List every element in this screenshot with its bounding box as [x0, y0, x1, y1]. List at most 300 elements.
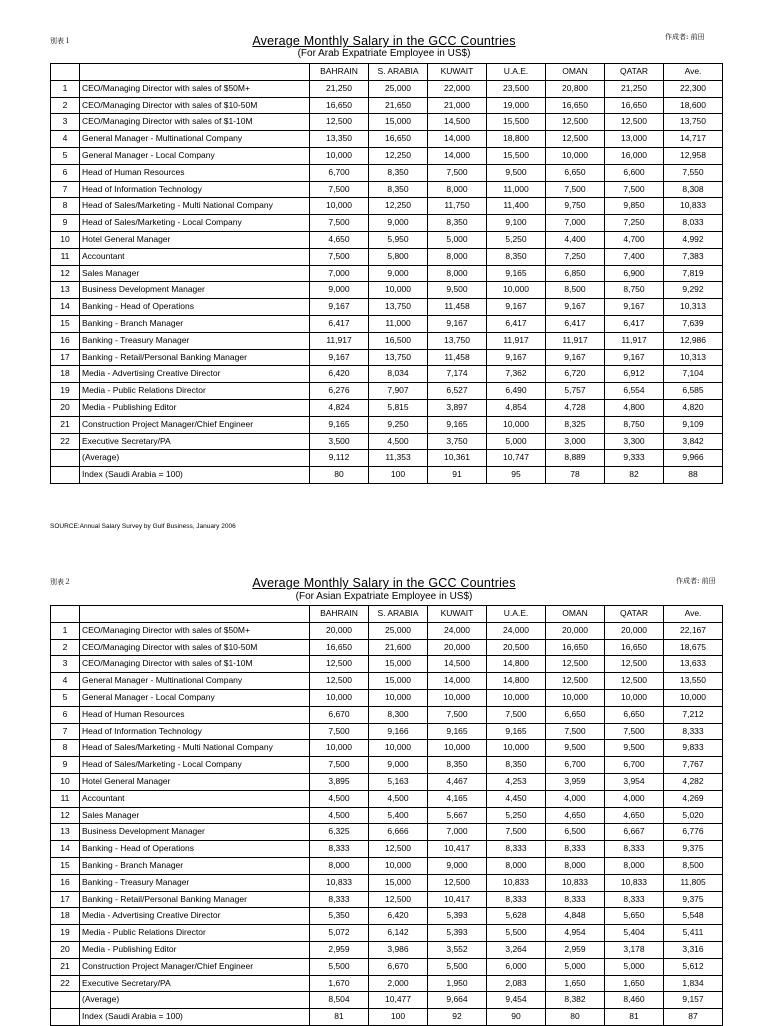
salary-cell: 8,033	[664, 215, 723, 232]
salary-cell: 10,000	[310, 198, 369, 215]
salary-cell: 5,650	[605, 908, 664, 925]
salary-cell: 20,000	[310, 622, 369, 639]
position-cell: Media - Publishing Editor	[80, 941, 310, 958]
table-row	[51, 908, 723, 925]
table-row	[51, 874, 723, 891]
salary-cell: 4,728	[546, 399, 605, 416]
row-number: 3	[51, 114, 80, 131]
salary-cell: 13,750	[664, 114, 723, 131]
salary-cell: 9,166	[369, 723, 428, 740]
salary-cell: 7,500	[605, 723, 664, 740]
salary-cell: 9,250	[369, 416, 428, 433]
salary-cell: 7,500	[546, 181, 605, 198]
salary-cell: 12,958	[664, 147, 723, 164]
position-cell: Head of Sales/Marketing - Local Company	[80, 215, 310, 232]
position-cell: Banking - Retail/Personal Banking Manager	[80, 349, 310, 366]
salary-cell: 4,800	[605, 399, 664, 416]
salary-cell: 90	[487, 1009, 546, 1026]
table-row	[51, 639, 723, 656]
salary-cell: 7,500	[546, 723, 605, 740]
salary-cell: 10,000	[369, 282, 428, 299]
salary-cell: 16,650	[546, 97, 605, 114]
salary-cell: 8,000	[428, 248, 487, 265]
salary-cell: 7,212	[664, 706, 723, 723]
salary-cell: 10,000	[664, 689, 723, 706]
row-number	[51, 992, 80, 1009]
salary-cell: 5,400	[369, 807, 428, 824]
salary-cell: 24,000	[487, 622, 546, 639]
salary-cell: 7,500	[487, 706, 546, 723]
salary-cell: 8,350	[487, 248, 546, 265]
table-row	[51, 366, 723, 383]
salary-cell: 8,889	[546, 450, 605, 467]
salary-cell: 22,300	[664, 80, 723, 97]
salary-cell: 8,500	[546, 282, 605, 299]
salary-cell: 4,253	[487, 773, 546, 790]
salary-cell: 8,500	[664, 857, 723, 874]
salary-cell: 4,450	[487, 790, 546, 807]
table-row	[51, 164, 723, 181]
salary-cell: 14,800	[487, 656, 546, 673]
row-number: 7	[51, 181, 80, 198]
row-number: 21	[51, 958, 80, 975]
salary-cell: 15,000	[369, 114, 428, 131]
table-row	[51, 773, 723, 790]
column-header: S. ARABIA	[369, 606, 428, 623]
salary-cell: 9,165	[487, 723, 546, 740]
table-row	[51, 958, 723, 975]
row-number: 12	[51, 807, 80, 824]
salary-cell: 9,500	[428, 282, 487, 299]
salary-cell: 7,400	[605, 248, 664, 265]
salary-cell: 10,000	[369, 740, 428, 757]
salary-cell: 5,350	[310, 908, 369, 925]
salary-cell: 7,000	[428, 824, 487, 841]
position-cell: Construction Project Manager/Chief Engineer	[80, 958, 310, 975]
salary-cell: 12,500	[310, 656, 369, 673]
salary-cell: 7,907	[369, 383, 428, 400]
salary-cell: 11,000	[369, 315, 428, 332]
salary-cell: 5,000	[605, 958, 664, 975]
table-row	[51, 807, 723, 824]
salary-cell: 7,500	[310, 248, 369, 265]
salary-cell: 9,100	[487, 215, 546, 232]
salary-cell: 14,500	[428, 114, 487, 131]
salary-cell: 9,850	[605, 198, 664, 215]
header-blank	[80, 64, 310, 81]
salary-cell: 1,650	[546, 975, 605, 992]
salary-cell: 6,720	[546, 366, 605, 383]
salary-cell: 8,350	[428, 215, 487, 232]
table-row	[51, 383, 723, 400]
salary-cell: 11,750	[428, 198, 487, 215]
salary-cell: 9,292	[664, 282, 723, 299]
salary-cell: 5,000	[546, 958, 605, 975]
row-number: 17	[51, 891, 80, 908]
salary-cell: 100	[369, 1009, 428, 1026]
position-cell: Media - Public Relations Director	[80, 383, 310, 400]
salary-cell: 10,417	[428, 891, 487, 908]
row-number: 22	[51, 433, 80, 450]
salary-cell: 5,500	[310, 958, 369, 975]
position-cell: CEO/Managing Director with sales of $50M+	[80, 622, 310, 639]
salary-cell: 3,897	[428, 399, 487, 416]
salary-cell: 5,250	[487, 231, 546, 248]
salary-cell: 6,650	[546, 706, 605, 723]
salary-cell: 6,417	[546, 315, 605, 332]
salary-cell: 6,500	[546, 824, 605, 841]
salary-cell: 10,000	[487, 740, 546, 757]
salary-cell: 4,000	[546, 790, 605, 807]
table-row	[51, 315, 723, 332]
salary-cell: 10,833	[605, 874, 664, 891]
salary-cell: 5,815	[369, 399, 428, 416]
salary-cell: 14,000	[428, 131, 487, 148]
salary-cell: 6,276	[310, 383, 369, 400]
row-number: 3	[51, 656, 80, 673]
salary-cell: 95	[487, 467, 546, 484]
source-note: SOURCE:Annual Salary Survey by Gulf Business, January 2006	[50, 523, 236, 530]
row-number: 4	[51, 131, 80, 148]
position-cell: Construction Project Manager/Chief Engineer	[80, 416, 310, 433]
salary-cell: 80	[546, 1009, 605, 1026]
table-row	[51, 198, 723, 215]
salary-cell: 21,250	[605, 80, 664, 97]
salary-cell: 9,500	[605, 740, 664, 757]
salary-cell: 6,670	[369, 958, 428, 975]
salary-cell: 13,750	[428, 332, 487, 349]
salary-cell: 25,000	[369, 622, 428, 639]
row-number: 8	[51, 740, 80, 757]
salary-cell: 4,500	[369, 790, 428, 807]
salary-cell: 5,000	[487, 433, 546, 450]
salary-cell: 15,500	[487, 114, 546, 131]
salary-cell: 12,500	[310, 114, 369, 131]
position-cell: (Average)	[80, 992, 310, 1009]
salary-cell: 4,467	[428, 773, 487, 790]
salary-cell: 8,000	[428, 181, 487, 198]
salary-cell: 11,917	[310, 332, 369, 349]
salary-cell: 4,650	[310, 231, 369, 248]
salary-cell: 10,000	[546, 689, 605, 706]
salary-cell: 7,550	[664, 164, 723, 181]
table-row	[51, 131, 723, 148]
salary-cell: 12,500	[310, 673, 369, 690]
column-header: QATAR	[605, 64, 664, 81]
salary-cell: 91	[428, 467, 487, 484]
header-row	[51, 606, 723, 623]
salary-cell: 8,333	[546, 891, 605, 908]
salary-cell: 15,000	[369, 874, 428, 891]
position-cell: Head of Information Technology	[80, 181, 310, 198]
table-row	[51, 467, 723, 484]
column-header: OMAN	[546, 64, 605, 81]
salary-cell: 6,000	[487, 958, 546, 975]
salary-cell: 16,650	[310, 97, 369, 114]
position-cell: Index (Saudi Arabia = 100)	[80, 1009, 310, 1026]
salary-cell: 9,112	[310, 450, 369, 467]
salary-cell: 10,000	[487, 282, 546, 299]
salary-cell: 5,404	[605, 925, 664, 942]
salary-cell: 12,500	[546, 656, 605, 673]
salary-cell: 3,842	[664, 433, 723, 450]
row-number: 22	[51, 975, 80, 992]
salary-cell: 5,548	[664, 908, 723, 925]
position-cell: CEO/Managing Director with sales of $1-10M	[80, 114, 310, 131]
row-number: 13	[51, 824, 80, 841]
salary-cell: 6,490	[487, 383, 546, 400]
row-number: 7	[51, 723, 80, 740]
row-number: 5	[51, 147, 80, 164]
salary-cell: 6,650	[605, 706, 664, 723]
salary-cell: 20,000	[546, 622, 605, 639]
salary-cell: 6,666	[369, 824, 428, 841]
salary-cell: 7,362	[487, 366, 546, 383]
salary-cell: 16,500	[369, 332, 428, 349]
salary-cell: 16,650	[605, 639, 664, 656]
salary-cell: 81	[605, 1009, 664, 1026]
salary-cell: 7,500	[310, 181, 369, 198]
table-row	[51, 757, 723, 774]
row-number: 14	[51, 299, 80, 316]
salary-cell: 4,500	[369, 433, 428, 450]
salary-cell: 9,833	[664, 740, 723, 757]
salary-cell: 10,313	[664, 349, 723, 366]
salary-cell: 7,767	[664, 757, 723, 774]
row-number: 13	[51, 282, 80, 299]
salary-cell: 12,500	[369, 891, 428, 908]
salary-cell: 4,500	[310, 790, 369, 807]
salary-cell: 12,500	[605, 656, 664, 673]
salary-cell: 4,854	[487, 399, 546, 416]
salary-cell: 4,992	[664, 231, 723, 248]
row-number: 5	[51, 689, 80, 706]
salary-cell: 6,420	[310, 366, 369, 383]
salary-cell: 4,269	[664, 790, 723, 807]
position-cell: General Manager - Multinational Company	[80, 673, 310, 690]
salary-cell: 16,650	[546, 639, 605, 656]
table-row	[51, 332, 723, 349]
salary-cell: 5,163	[369, 773, 428, 790]
position-cell: Banking - Retail/Personal Banking Manager	[80, 891, 310, 908]
salary-cell: 16,650	[310, 639, 369, 656]
column-header: QATAR	[605, 606, 664, 623]
row-number: 6	[51, 164, 80, 181]
salary-cell: 11,917	[605, 332, 664, 349]
salary-cell: 13,550	[664, 673, 723, 690]
salary-cell: 25,000	[369, 80, 428, 97]
salary-cell: 8,333	[605, 841, 664, 858]
salary-cell: 4,848	[546, 908, 605, 925]
salary-cell: 5,393	[428, 925, 487, 942]
table-row	[51, 673, 723, 690]
salary-cell: 12,500	[369, 841, 428, 858]
salary-cell: 80	[310, 467, 369, 484]
salary-cell: 7,500	[428, 706, 487, 723]
salary-cell: 11,917	[546, 332, 605, 349]
row-number: 12	[51, 265, 80, 282]
salary-cell: 4,165	[428, 790, 487, 807]
salary-cell: 13,350	[310, 131, 369, 148]
salary-cell: 10,000	[310, 689, 369, 706]
salary-cell: 4,700	[605, 231, 664, 248]
table-row	[51, 975, 723, 992]
salary-cell: 19,000	[487, 97, 546, 114]
salary-cell: 14,717	[664, 131, 723, 148]
column-header: U.A.E.	[487, 606, 546, 623]
salary-cell: 3,954	[605, 773, 664, 790]
row-number: 16	[51, 874, 80, 891]
salary-cell: 6,912	[605, 366, 664, 383]
salary-cell: 6,420	[369, 908, 428, 925]
salary-cell: 8,350	[487, 757, 546, 774]
header-blank	[51, 64, 80, 81]
salary-cell: 5,612	[664, 958, 723, 975]
salary-cell: 1,950	[428, 975, 487, 992]
table-row	[51, 147, 723, 164]
salary-cell: 10,000	[546, 147, 605, 164]
salary-cell: 10,000	[310, 740, 369, 757]
table-title: Average Monthly Salary in the GCC Countries	[252, 34, 516, 48]
salary-cell: 7,819	[664, 265, 723, 282]
column-header: Ave.	[664, 606, 723, 623]
column-header: Ave.	[664, 64, 723, 81]
salary-cell: 12,500	[605, 114, 664, 131]
salary-cell: 10,000	[487, 416, 546, 433]
salary-cell: 12,986	[664, 332, 723, 349]
salary-cell: 9,165	[310, 416, 369, 433]
position-cell: General Manager - Local Company	[80, 147, 310, 164]
salary-cell: 10,000	[310, 147, 369, 164]
position-cell: Head of Information Technology	[80, 723, 310, 740]
table-row	[51, 282, 723, 299]
salary-cell: 3,316	[664, 941, 723, 958]
row-number	[51, 1009, 80, 1026]
position-cell: General Manager - Local Company	[80, 689, 310, 706]
salary-cell: 6,417	[487, 315, 546, 332]
table-row	[51, 941, 723, 958]
salary-cell: 81	[310, 1009, 369, 1026]
salary-cell: 5,667	[428, 807, 487, 824]
row-number: 18	[51, 366, 80, 383]
salary-cell: 23,500	[487, 80, 546, 97]
table-row	[51, 80, 723, 97]
salary-cell: 3,552	[428, 941, 487, 958]
position-cell: Accountant	[80, 790, 310, 807]
salary-cell: 10,833	[310, 874, 369, 891]
salary-cell: 7,500	[310, 723, 369, 740]
table-row	[51, 891, 723, 908]
salary-cell: 9,167	[487, 349, 546, 366]
salary-cell: 5,000	[428, 231, 487, 248]
salary-cell: 8,333	[487, 891, 546, 908]
salary-cell: 11,458	[428, 299, 487, 316]
salary-cell: 7,000	[310, 265, 369, 282]
salary-cell: 3,959	[546, 773, 605, 790]
position-cell: Head of Sales/Marketing - Multi National Company	[80, 740, 310, 757]
row-number: 17	[51, 349, 80, 366]
salary-cell: 18,800	[487, 131, 546, 148]
salary-cell: 4,954	[546, 925, 605, 942]
row-number: 19	[51, 925, 80, 942]
position-cell: Banking - Branch Manager	[80, 857, 310, 874]
salary-cell: 5,500	[487, 925, 546, 942]
row-number: 2	[51, 97, 80, 114]
header-row	[51, 64, 723, 81]
salary-cell: 8,750	[605, 416, 664, 433]
salary-cell: 9,454	[487, 992, 546, 1009]
salary-cell: 10,000	[605, 689, 664, 706]
salary-cell: 6,417	[310, 315, 369, 332]
table-row	[51, 215, 723, 232]
salary-cell: 9,000	[369, 265, 428, 282]
salary-cell: 9,500	[546, 740, 605, 757]
salary-cell: 7,500	[310, 215, 369, 232]
salary-cell: 13,633	[664, 656, 723, 673]
row-number: 4	[51, 673, 80, 690]
salary-cell: 5,800	[369, 248, 428, 265]
salary-cell: 9,165	[487, 265, 546, 282]
position-cell: Index (Saudi Arabia = 100)	[80, 467, 310, 484]
salary-cell: 4,650	[546, 807, 605, 824]
salary-cell: 5,393	[428, 908, 487, 925]
salary-cell: 9,750	[546, 198, 605, 215]
salary-cell: 7,500	[310, 757, 369, 774]
row-number: 20	[51, 941, 80, 958]
salary-cell: 15,000	[369, 656, 428, 673]
salary-cell: 9,375	[664, 891, 723, 908]
position-cell: CEO/Managing Director with sales of $50M+	[80, 80, 310, 97]
salary-cell: 88	[664, 467, 723, 484]
salary-cell: 7,500	[605, 181, 664, 198]
salary-grid	[50, 63, 723, 484]
salary-cell: 6,585	[664, 383, 723, 400]
salary-cell: 9,000	[310, 282, 369, 299]
row-number: 6	[51, 706, 80, 723]
table-row	[51, 925, 723, 942]
salary-cell: 3,750	[428, 433, 487, 450]
table-row	[51, 706, 723, 723]
salary-cell: 7,383	[664, 248, 723, 265]
position-cell: Business Development Manager	[80, 282, 310, 299]
salary-cell: 10,833	[487, 874, 546, 891]
salary-cell: 11,805	[664, 874, 723, 891]
column-header: U.A.E.	[487, 64, 546, 81]
salary-cell: 9,167	[310, 299, 369, 316]
position-cell: Media - Publishing Editor	[80, 399, 310, 416]
salary-cell: 4,820	[664, 399, 723, 416]
table-row	[51, 399, 723, 416]
salary-cell: 6,554	[605, 383, 664, 400]
salary-cell: 10,833	[546, 874, 605, 891]
salary-cell: 7,500	[428, 164, 487, 181]
row-number: 15	[51, 857, 80, 874]
row-number: 14	[51, 841, 80, 858]
position-cell: CEO/Managing Director with sales of $10-50M	[80, 97, 310, 114]
position-cell: Head of Human Resources	[80, 706, 310, 723]
salary-cell: 10,313	[664, 299, 723, 316]
position-cell: Banking - Treasury Manager	[80, 332, 310, 349]
salary-cell: 8,333	[310, 841, 369, 858]
salary-cell: 9,167	[428, 315, 487, 332]
salary-cell: 3,300	[605, 433, 664, 450]
salary-cell: 14,000	[428, 147, 487, 164]
salary-cell: 8,382	[546, 992, 605, 1009]
salary-cell: 10,000	[369, 689, 428, 706]
row-number: 1	[51, 80, 80, 97]
salary-cell: 9,500	[487, 164, 546, 181]
position-cell: Executive Secretary/PA	[80, 433, 310, 450]
